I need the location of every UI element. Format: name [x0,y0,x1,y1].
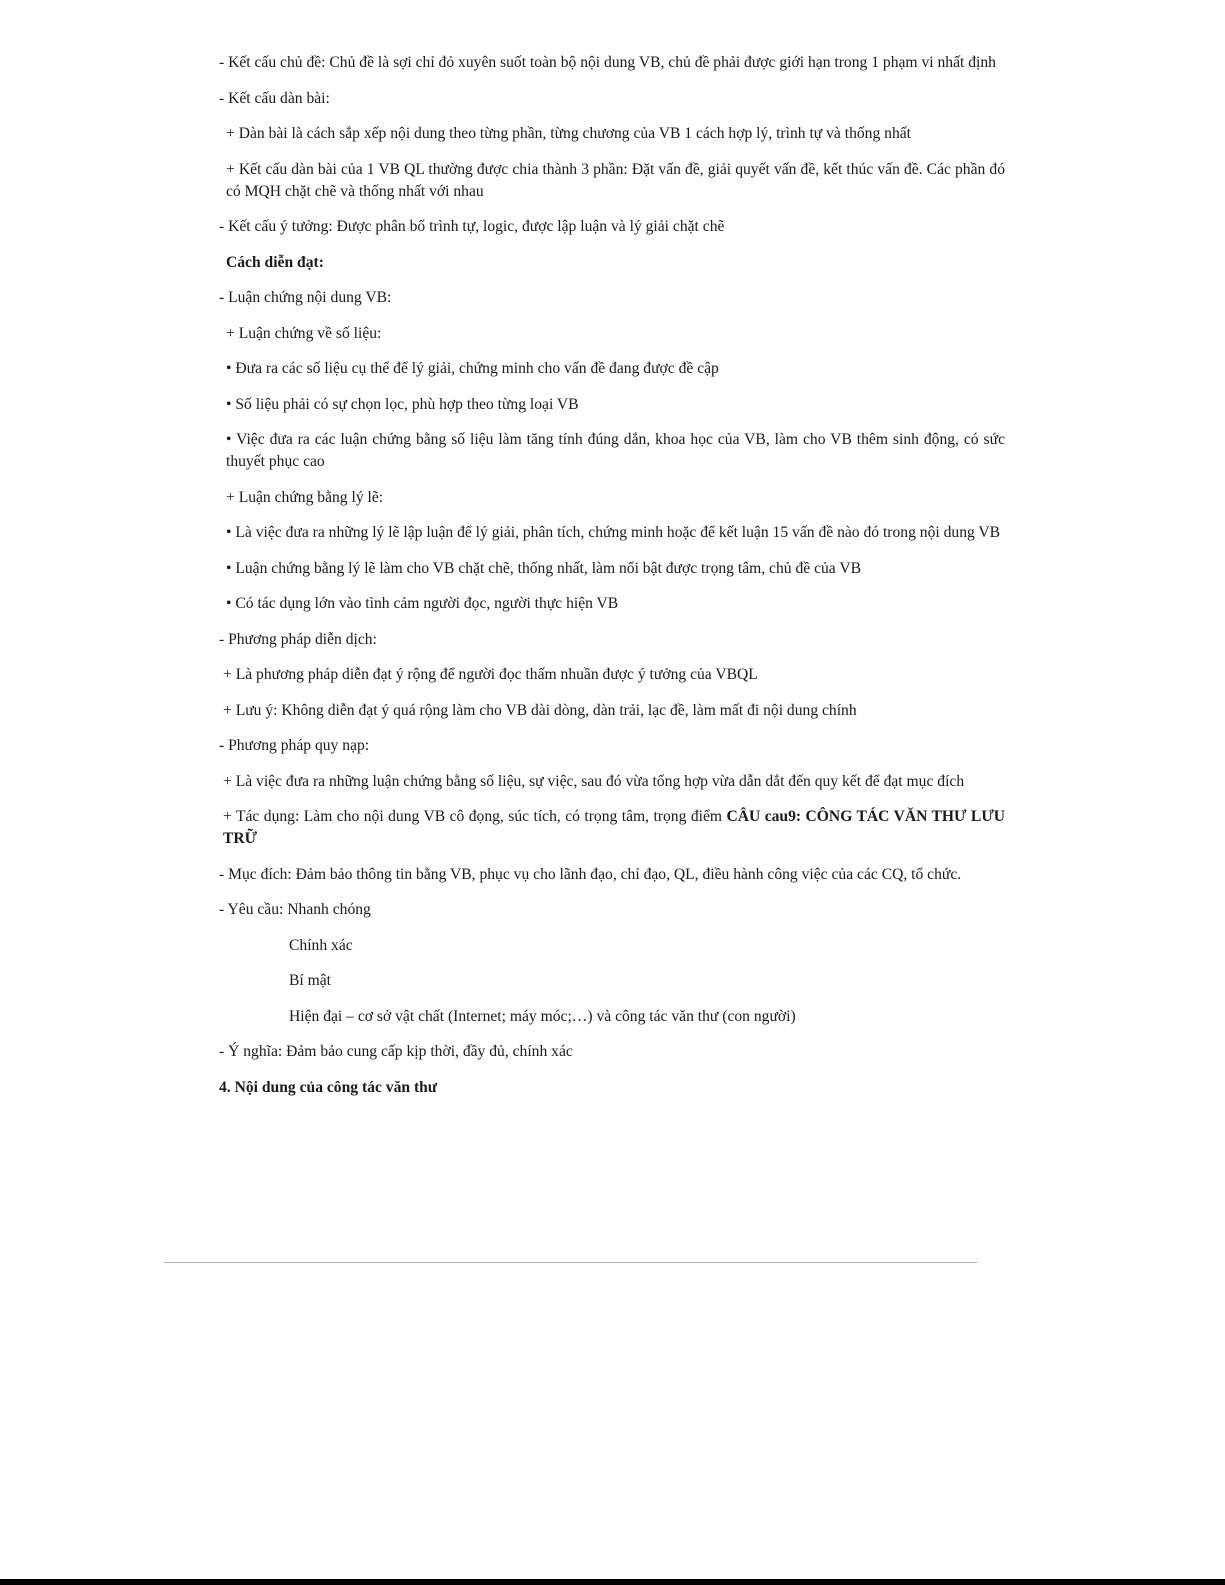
tac-dung-text: + Tác dụng: Làm cho nội dung VB cô đọng, súc tích, có trọng tâm, trọng điểm [223,808,727,825]
bullet-ly-le-lap-luan: • Là việc đưa ra những lý lẽ lập luận để lý giải, phân tích, chứng minh hoặc để kết luận 15 vấn đề nào đó trong nội dung VB [226,524,1001,541]
paragraph-phuong-phap-quy-nap: - Phương pháp quy nạp: [219,737,370,754]
page-divider [164,1262,977,1263]
paragraph-ket-cau-dan-bai: - Kết cấu dàn bài: [219,89,330,107]
paragraph-tac-dung-with-heading [219,806,1005,850]
paragraph-ket-cau-chu-de: - Kết cấu chủ đề: Chủ đề là sợi chỉ đỏ xuyên suốt toàn bộ nội dung VB, chủ đề phải được giới hạn trong 1 phạm vi nhất định [219,54,996,71]
document-body [219,52,1005,1112]
paragraph-luan-chung-so-lieu: + Luận chứng về số liệu: [226,324,382,342]
bullet-so-lieu-tang-tinh-dung: • Việc đưa ra các luận chứng bằng số liệu làm tăng tính đúng dắn, khoa học của VB, làm cho VB thêm sinh động, có sức thuyết phục cao [226,431,1005,470]
section-heading-noi-dung-van-thu: 4. Nội dung của công tác văn thư [219,1078,438,1096]
paragraph-yeu-cau-hien-dai: Hiện đại – cơ sở vật chất (Internet; máy móc;…) và công tác văn thư (con người) [289,1007,796,1025]
bullet-so-lieu-cu-the: • Đưa ra các số liệu cụ thể để lý giải, chứng minh cho vấn đề đang được đề cập [226,360,719,377]
paragraph-yeu-cau-chinh-xac: Chính xác [289,936,353,954]
paragraph-dan-bai-definition: + Dàn bài là cách sắp xếp nội dung theo từng phần, từng chương của VB 1 cách hợp lý, trình tự và thống nhất [226,125,912,142]
paragraph-dan-bai-three-parts: + Kết cấu dàn bài của 1 VB QL thường được chia thành 3 phần: Đặt vấn đề, giải quyết vấn đề, kết thúc vấn đề. Các phần đó có MQH chặt chẽ và thống nhất với nhau [226,160,1005,200]
section-heading-cong-tac-van-thu: CÂU cau9: CÔNG TÁC VĂN THƯ LƯU TRỮ [223,808,1005,847]
paragraph-y-nghia: - Ý nghĩa: Đảm bảo cung cấp kịp thời, đầy đủ, chính xác [219,1043,573,1060]
paragraph-yeu-cau-bi-mat: Bí mật [289,972,332,989]
bullet-so-lieu-chon-loc: • Số liệu phải có sự chọn lọc, phù hợp theo từng loại VB [226,395,579,413]
paragraph-dien-dich-luu-y: + Lưu ý: Không diễn đạt ý quá rộng làm cho VB dài dòng, dàn trải, lạc đề, làm mất đi nội dung chính [223,701,857,719]
paragraph-ket-cau-y-tuong: - Kết cấu ý tưởng: Được phân bổ trình tự, logic, được lập luận và lý giải chặt chẽ [219,218,725,235]
bullet-ly-le-chat-che: • Luận chứng bằng lý lẽ làm cho VB chặt chẽ, thống nhất, làm nổi bật được trọng tâm, chủ đề của VB [226,559,862,577]
paragraph-luan-chung-noi-dung: - Luận chứng nội dung VB: [219,289,392,306]
paragraph-dien-dich-definition: + Là phương pháp diễn đạt ý rộng để người đọc thấm nhuần được ý tưởng của VBQL [223,666,758,683]
page-bottom-edge [0,1579,1225,1585]
paragraph-quy-nap-definition: + Là việc đưa ra những luận chứng bằng số liệu, sự việc, sau đó vừa tổng hợp vừa dẫn dắt đến quy kết để đạt mục đích [223,772,965,790]
paragraph-phuong-phap-dien-dich: - Phương pháp diễn dịch: [219,630,377,648]
paragraph-luan-chung-ly-le: + Luận chứng bằng lý lẽ: [226,488,384,506]
paragraph-muc-dich: - Mục đích: Đảm bảo thông tin bằng VB, phục vụ cho lãnh đạo, chỉ đạo, QL, điều hành công việc của các CQ, tổ chức. [219,865,962,883]
section-heading-cach-dien-dat: Cách diễn đạt: [226,253,324,271]
bullet-ly-le-tinh-cam: • Có tác dụng lớn vào tình cảm người đọc, người thực hiện VB [226,595,619,612]
paragraph-yeu-cau: - Yêu cầu: Nhanh chóng [219,901,371,918]
